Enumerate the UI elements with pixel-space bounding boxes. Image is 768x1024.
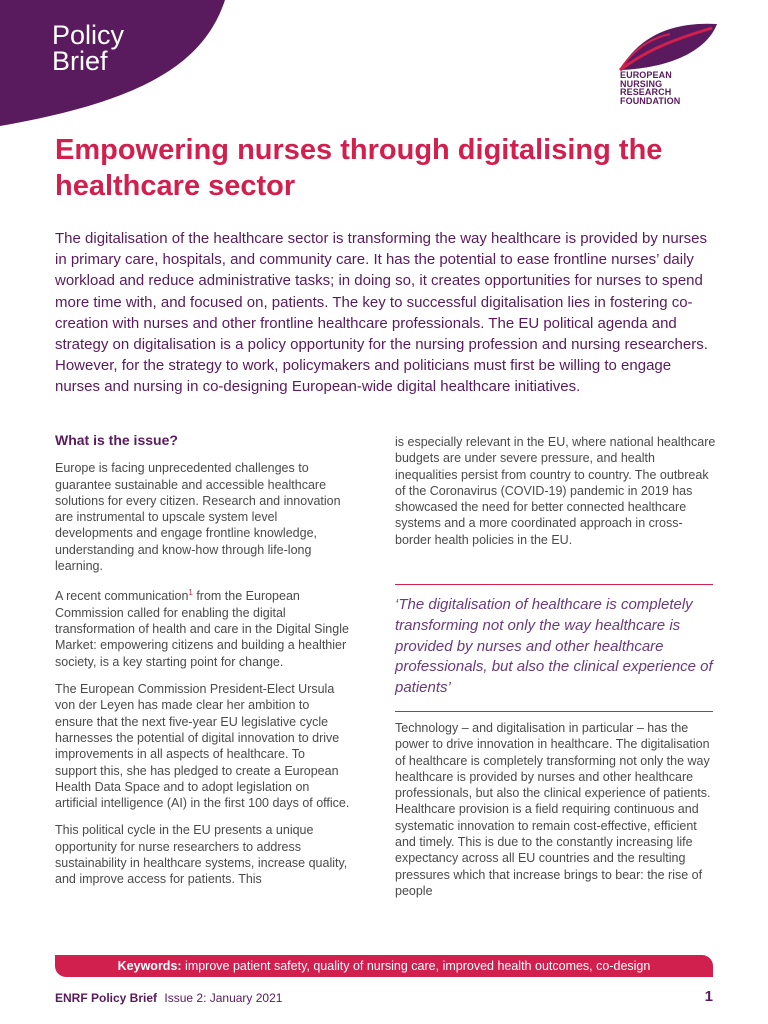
policy-brief-label (52, 22, 124, 74)
keywords-bar (55, 955, 713, 977)
policy-brief-line2: Brief (52, 46, 108, 76)
footnote-ref[interactable]: 1 (188, 588, 193, 598)
footer-issue: Issue 2: January 2021 (164, 991, 283, 1005)
left-paragraph-3: The European Commission President-Elect Ursula von der Leyen has made clear her ambition to ensure that the next five-year EU legislative cycle harnesses the potential of digital innovation to drive improvements in all aspects of healthcare. To support this, she has pledged to create a European Health Data Space and to adopt legislation on artificial intelligence (AI) in the first 100 days of office. (55, 682, 350, 811)
left-column (55, 430, 350, 899)
policy-brief-line1: Policy (52, 20, 125, 50)
right-column-bottom (395, 720, 717, 910)
section-heading: What is the issue? (55, 432, 178, 448)
left-paragraph-2-end: from the European Commission called for enabling the digital transformation of health and care in the Digital Single Market: empowering citizens and building a healthier society, is a key starting point for change. (55, 589, 349, 669)
header-corner-shape (0, 0, 250, 130)
pull-quote-text: ‘The digitalisation of healthcare is completely transforming not only the way healthcare is provided by nurses and other healthcare professionals, but also the clinical experience of patients’ (395, 596, 713, 697)
intro-paragraph: The digitalisation of the healthcare sector is transforming the way healthcare is provided by nurses in primary care, hospitals, and community care. It has the potential to ease frontline nurses’ daily workload and reduce administrative tasks; in doing so, it creates opportunities for nurses to spend more time with, and focused on, patients. The key to successful digitalisation lies in fostering co-creation with nurses and other frontline healthcare professionals. The EU political agenda and strategy on digitalisation is a policy opportunity for the nursing profession and nursing researchers. However, for the strategy to work, policymakers and politicians must first be willing to engage nurses and nursing in co-designing European-wide digital healthcare initiatives. (55, 230, 708, 396)
left-paragraph-4: This political cycle in the EU presents a unique opportunity for nurse researchers to address sustainability in healthcare systems, increase quality, and improve access for patients. This (55, 823, 348, 887)
right-paragraph-2: Technology – and digitalisation in particular – has the power to drive innovation in healthcare. The digitalisation of healthcare is completely transforming not only the way healthcare is provided by nurses and other healthcare professionals, but also the clinical experience of patients. Healthcare provision is a field requiring continuous and systematic innovation to remain cost-effective, efficient and timely. This is due to the constantly increasing life expectancy across all EU countries and the resulting pressures which that increase brings to bear: the rise of people (395, 721, 711, 898)
right-column-top (395, 434, 717, 559)
logo-line: EUROPEAN (620, 70, 672, 80)
logo-line: FOUNDATION (620, 95, 681, 106)
pull-quote (395, 584, 713, 712)
keywords-label: Keywords: (117, 959, 182, 973)
logo-line: RESEARCH (620, 87, 672, 97)
keywords-value: improve patient safety, quality of nursing care, improved health outcomes, co-design (181, 959, 651, 973)
page-number: 1 (704, 988, 713, 1005)
leaf-logo-icon (612, 20, 722, 72)
logo-line: NURSING (620, 78, 663, 89)
footer-publication: ENRF Policy Brief (55, 991, 158, 1005)
page-title: Empowering nurses through digitalising the healthcare sector (55, 134, 663, 202)
footer (55, 991, 282, 1005)
left-paragraph-2-start: A recent communication (55, 589, 189, 604)
left-paragraph-2 (55, 585, 350, 670)
logo-wordmark (620, 71, 730, 105)
left-paragraph-1: Europe is facing unprecedented challenges to guarantee sustainable and accessible healthcare solutions for every citizen. Research and innovation are instrumental to upscale system level developments and engage frontline knowledge, understanding and know-how through life-long learning. (55, 461, 341, 574)
right-paragraph-1: is especially relevant in the EU, where national healthcare budgets are under severe pressure, and health inequalities persist from country to country. The outbreak of the Coronavirus (COVID-19) pandemic in 2019 has showcased the need for better connected healthcare systems and a more coordinated approach in cross-border health policies in the EU. (395, 435, 716, 547)
